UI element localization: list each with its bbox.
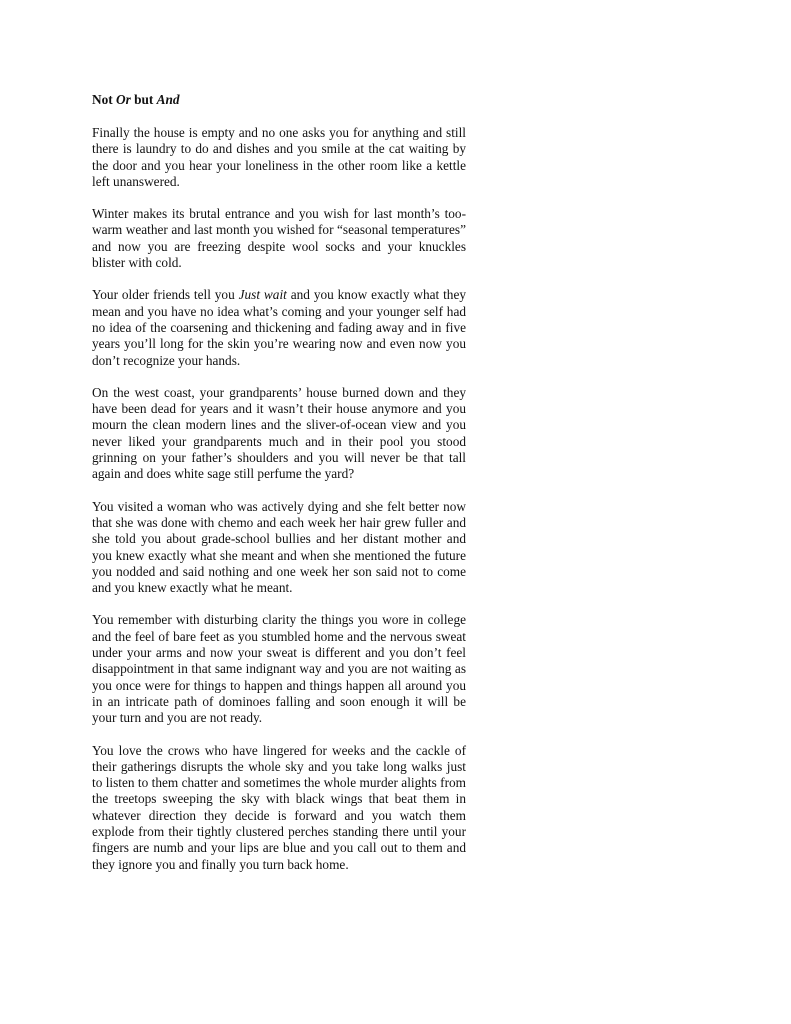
stanza-1: Finally the house is empty and no one asks you for anything and still there is laundry to do and dishes and you smile at the cat waiting by the door and you hear your loneliness in the other room like a kettle left unanswered. [92, 125, 466, 189]
stanza-2: Winter makes its brutal entrance and you wish for last month’s too-warm weather and last month you wished for “seasonal temperatures” and now you are freezing despite wool socks and your knuckles blister with cold. [92, 206, 466, 271]
stanza-7: You love the crows who have lingered for weeks and the cackle of their gatherings disrupts the whole sky and you take long walks just to listen to them chatter and sometimes the whole murder alights from the treetops sweeping the sky with black wings that beat them in whatever direction they decide is forward and you watch them explode from their tightly clustered perches standing there until your fingers are numb and your lips are blue and you call out to them and they ignore you and finally you turn back home. [92, 742, 466, 872]
title-part-and: And [156, 92, 180, 107]
stanza-6: You remember with disturbing clarity the things you wore in college and the feel of bare feet as you stumbled home and the nervous sweat under your arms and now your sweat is different and you don’t feel disappointment in that same indignant way and you are not waiting as you once were for things to happen and things happen all around you in an intricate path of dominoes falling and soon enough it will be your turn and you are not ready. [92, 612, 466, 726]
poem-title [92, 92, 466, 108]
document-page [92, 92, 466, 889]
stanza-4: On the west coast, your grandparents’ house burned down and they have been dead for years and it wasn’t their house anymore and you mourn the clean modern lines and the sliver-of-ocean view and you never liked your grandparents much and in their pool you stood grinning on your father’s shoulders and you will never be that tall again and does white sage still perfume the yard? [92, 384, 466, 482]
stanza-3-italic: Just wait [238, 287, 287, 303]
title-part-1: Not [92, 92, 117, 107]
stanza-3-before: Your older friends tell you [92, 287, 239, 303]
stanza-3 [92, 287, 466, 368]
title-part-3: but [130, 92, 157, 107]
title-part-or: Or [116, 92, 131, 107]
stanza-3-after: and you know exactly what they mean and you have no idea what’s coming and your younger self had no idea of the coarsening and thickening and fading away and in five years you’ll long for the skin you’re wearing now and even now you don’t recognize your hands. [92, 287, 466, 368]
stanza-5: You visited a woman who was actively dying and she felt better now that she was done with chemo and each week her hair grew fuller and she told you about grade-school bullies and her distant mother and you knew exactly what she meant and when she mentioned the future you nodded and said nothing and one week her son said not to come and you knew exactly what he meant. [92, 498, 466, 596]
